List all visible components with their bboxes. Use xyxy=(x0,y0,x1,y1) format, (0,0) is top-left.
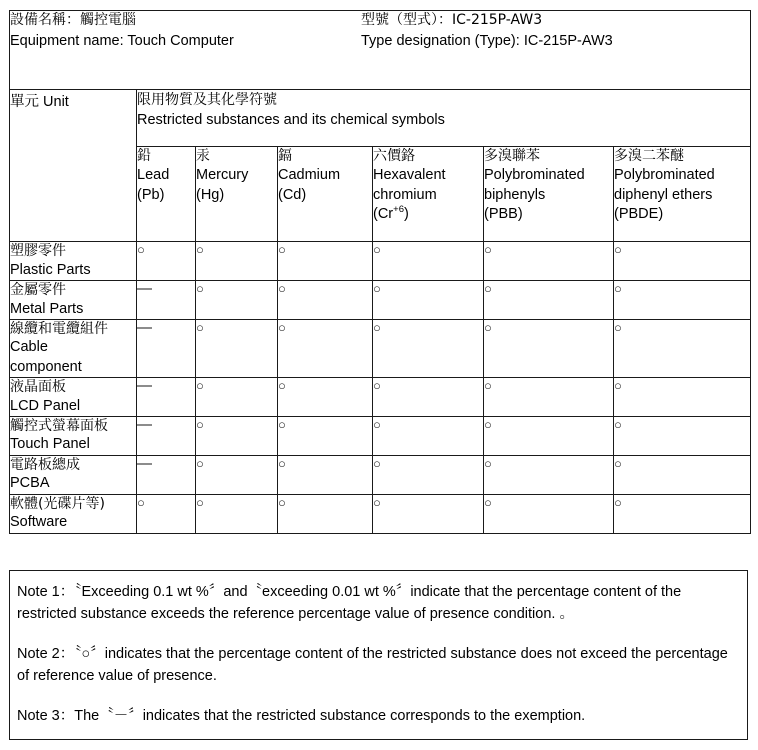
column-header-pbde-en2: diphenyl ethers xyxy=(614,186,713,203)
note-1: Note 1：〝Exceeding 0.1 wt %〞and〝exceeding 0.01 wt %〞indicate that the percentage content of the restricted substance exceeds the reference percentage value of presence condition. 。 xyxy=(17,584,682,623)
equipment-header-row xyxy=(10,11,751,90)
part-name-en: Cable xyxy=(10,339,48,356)
column-header-pbb-symbol: (PBB) xyxy=(484,206,523,223)
column-header-pbb-en2: biphenyls xyxy=(484,186,546,203)
column-header-hexavalent-chromium-en: Hexavalent xyxy=(373,167,446,184)
mark-lcd-panel-lead: — xyxy=(137,377,196,416)
part-name-lcd-panel xyxy=(10,377,137,416)
restricted-substances-cjk: 限用物質及其化學符號 xyxy=(137,92,277,108)
mark-touch-panel-lead: — xyxy=(137,416,196,455)
column-header-pbde-cjk: 多溴二苯醚 xyxy=(614,148,684,164)
mark-pcba-pbde: ○ xyxy=(614,455,751,494)
equipment-name-block xyxy=(10,11,234,51)
table-row xyxy=(10,494,751,533)
column-header-hexavalent-chromium xyxy=(373,147,484,242)
note-2: Note 2：〝○〞indicates that the percentage content of the restricted substance does not exceed the percentage of reference value of presence. xyxy=(17,646,728,685)
column-header-lead-cjk: 鉛 xyxy=(137,148,151,164)
part-name-cjk: 金屬零件 xyxy=(10,281,66,298)
column-header-lead-en: Lead xyxy=(137,167,170,184)
mark-metal-parts-hexavalent-chromium: ○ xyxy=(373,280,484,319)
restricted-substances-en: Restricted substances and its chemical symbols xyxy=(137,112,445,129)
equipment-header-cell xyxy=(10,11,751,90)
mark-software-pbde: ○ xyxy=(614,494,751,533)
part-name-en2: component xyxy=(10,358,82,375)
mark-lcd-panel-cadmium: ○ xyxy=(278,377,373,416)
table-row xyxy=(10,377,751,416)
table-row xyxy=(10,280,751,319)
type-designation-block xyxy=(361,11,613,51)
part-name-cjk: 軟體(光碟片等) xyxy=(10,495,105,512)
mark-cable-component-hexavalent-chromium: ○ xyxy=(373,319,484,377)
column-header-mercury xyxy=(196,147,278,242)
column-header-lead-symbol: (Pb) xyxy=(137,186,165,203)
mark-software-hexavalent-chromium: ○ xyxy=(373,494,484,533)
column-header-mercury-symbol: (Hg) xyxy=(196,186,225,203)
mark-lcd-panel-pbb: ○ xyxy=(484,377,614,416)
part-name-en: Touch Panel xyxy=(10,436,90,453)
equipment-name-cjk: 設備名稱：觸控電腦 xyxy=(10,12,136,28)
restricted-substances-cell xyxy=(137,90,751,147)
column-header-lead xyxy=(137,147,196,242)
mark-pcba-pbb: ○ xyxy=(484,455,614,494)
column-header-hexavalent-chromium-symbol: $(Cr^{+6})$ xyxy=(373,204,409,223)
mark-metal-parts-pbde: ○ xyxy=(614,280,751,319)
column-header-hexavalent-chromium-cjk: 六價鉻 xyxy=(373,148,415,164)
part-name-software xyxy=(10,494,137,533)
column-header-cadmium xyxy=(278,147,373,242)
mark-cable-component-cadmium: ○ xyxy=(278,319,373,377)
mark-touch-panel-cadmium: ○ xyxy=(278,416,373,455)
part-name-pcba xyxy=(10,455,137,494)
part-name-cable-component xyxy=(10,319,137,377)
mark-plastic-parts-cadmium: ○ xyxy=(278,242,373,281)
mark-cable-component-pbb: ○ xyxy=(484,319,614,377)
part-name-cjk: 觸控式螢幕面板 xyxy=(10,417,108,434)
column-header-cadmium-cjk: 鎘 xyxy=(278,148,292,164)
mark-metal-parts-lead: — xyxy=(137,280,196,319)
mark-cable-component-pbde: ○ xyxy=(614,319,751,377)
mark-pcba-cadmium: ○ xyxy=(278,455,373,494)
mark-lcd-panel-hexavalent-chromium: ○ xyxy=(373,377,484,416)
mark-software-mercury: ○ xyxy=(196,494,278,533)
mark-plastic-parts-mercury: ○ xyxy=(196,242,278,281)
table-row xyxy=(10,242,751,281)
column-header-pbde-symbol: (PBDE) xyxy=(614,206,664,223)
equipment-name-en: Equipment name: Touch Computer xyxy=(10,32,234,49)
mark-touch-panel-pbde: ○ xyxy=(614,416,751,455)
rohs-substances-table xyxy=(9,10,751,534)
mark-touch-panel-hexavalent-chromium: ○ xyxy=(373,416,484,455)
mark-pcba-lead: — xyxy=(137,455,196,494)
part-name-cjk: 電路板總成 xyxy=(10,456,80,473)
column-header-pbb-en: Polybrominated xyxy=(484,167,585,184)
mark-touch-panel-mercury: ○ xyxy=(196,416,278,455)
mark-plastic-parts-pbde: ○ xyxy=(614,242,751,281)
mark-plastic-parts-lead: ○ xyxy=(137,242,196,281)
notes-box xyxy=(9,570,748,740)
mark-cable-component-mercury: ○ xyxy=(196,319,278,377)
part-name-en: Metal Parts xyxy=(10,300,84,317)
mark-plastic-parts-hexavalent-chromium: ○ xyxy=(373,242,484,281)
unit-header-cell: 單元 Unit xyxy=(10,90,137,242)
column-header-hexavalent-chromium-en2: chromium xyxy=(373,186,437,203)
part-name-cjk: 線纜和電纜組件 xyxy=(10,320,108,337)
column-header-cadmium-en: Cadmium xyxy=(278,167,341,184)
part-name-en: PCBA xyxy=(10,475,50,492)
mark-metal-parts-mercury: ○ xyxy=(196,280,278,319)
mark-software-cadmium: ○ xyxy=(278,494,373,533)
mark-pcba-hexavalent-chromium: ○ xyxy=(373,455,484,494)
table-row xyxy=(10,416,751,455)
column-header-pbb-cjk: 多溴聯苯 xyxy=(484,148,540,164)
mark-pcba-mercury: ○ xyxy=(196,455,278,494)
column-header-mercury-cjk: 汞 xyxy=(196,148,210,164)
type-designation-en: Type designation (Type): IC-215P-AW3 xyxy=(361,32,613,49)
column-header-pbde-en: Polybrominated xyxy=(614,167,715,184)
mark-software-lead: ○ xyxy=(137,494,196,533)
part-name-plastic-parts xyxy=(10,242,137,281)
table-row xyxy=(10,455,751,494)
part-name-touch-panel xyxy=(10,416,137,455)
mark-cable-component-lead: — xyxy=(137,319,196,377)
mark-touch-panel-pbb: ○ xyxy=(484,416,614,455)
mark-lcd-panel-pbde: ○ xyxy=(614,377,751,416)
restricted-substances-header-row xyxy=(10,90,751,147)
part-name-en: Plastic Parts xyxy=(10,261,91,278)
column-header-pbde xyxy=(614,147,751,242)
mark-metal-parts-pbb: ○ xyxy=(484,280,614,319)
mark-lcd-panel-mercury: ○ xyxy=(196,377,278,416)
column-header-pbb xyxy=(484,147,614,242)
part-name-cjk: 液晶面板 xyxy=(10,378,66,395)
mark-plastic-parts-pbb: ○ xyxy=(484,242,614,281)
mark-software-pbb: ○ xyxy=(484,494,614,533)
part-name-en: Software xyxy=(10,514,68,531)
column-header-mercury-en: Mercury xyxy=(196,167,249,184)
part-name-en: LCD Panel xyxy=(10,397,81,414)
mark-metal-parts-cadmium: ○ xyxy=(278,280,373,319)
note-3: Note 3：The〝－〞indicates that the restricted substance corresponds to the exemption. xyxy=(17,708,586,725)
part-name-cjk: 塑膠零件 xyxy=(10,243,66,259)
column-header-cadmium-symbol: (Cd) xyxy=(278,186,307,203)
table-row xyxy=(10,319,751,377)
part-name-metal-parts xyxy=(10,280,137,319)
type-designation-cjk: 型號（型式）：IC-215P-AW3 xyxy=(361,12,543,28)
